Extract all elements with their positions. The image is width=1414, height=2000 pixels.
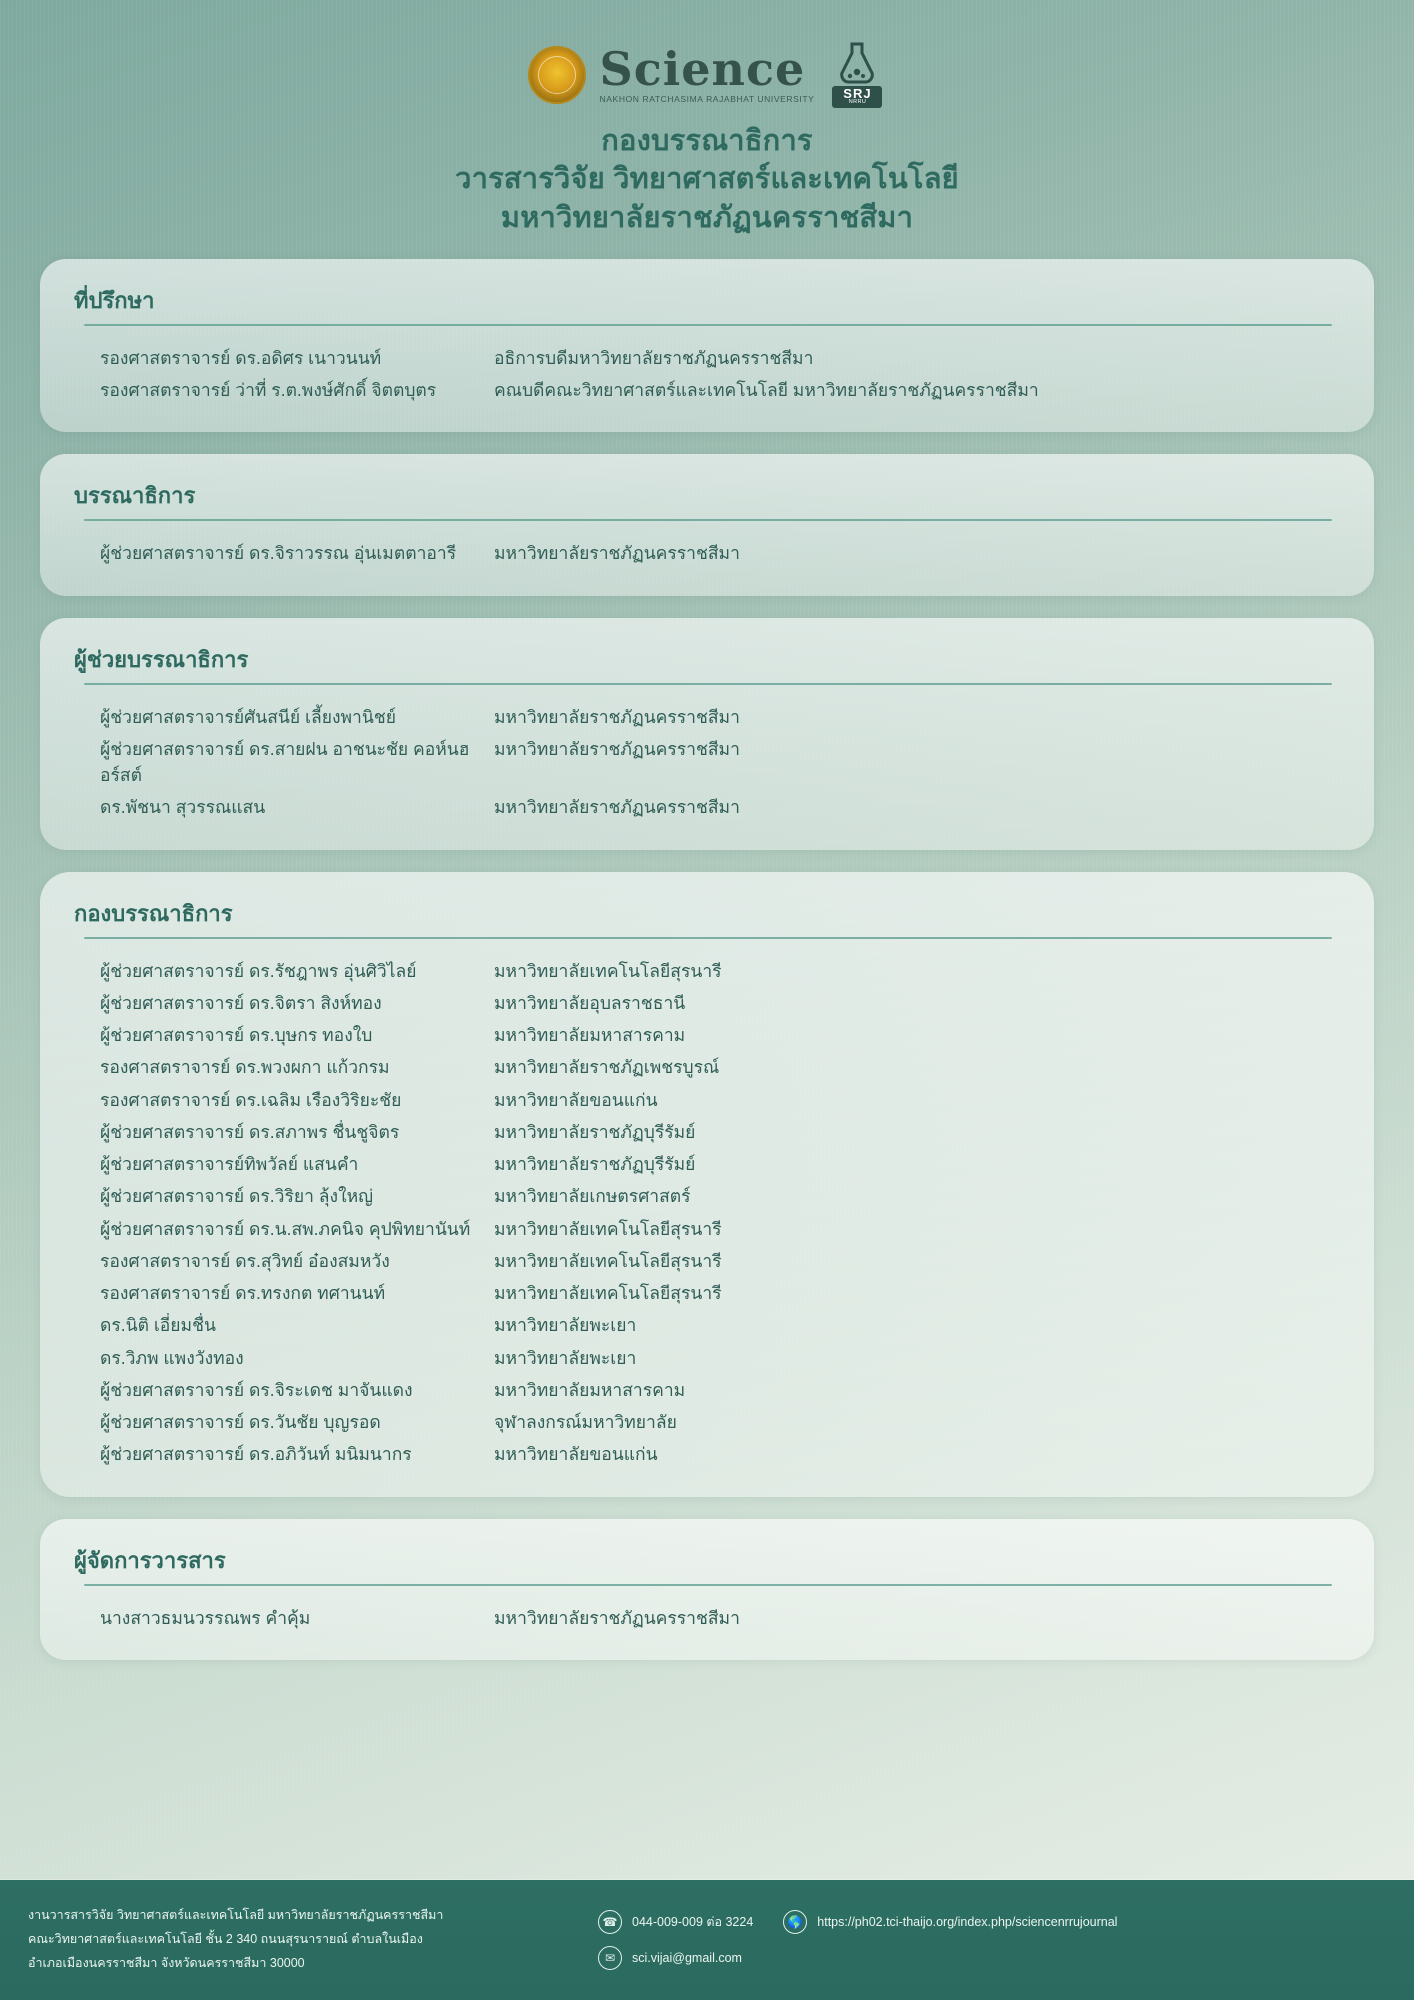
person-name: ดร.พัชนา สุวรรณแสน [100, 797, 266, 818]
university-seal-icon [528, 46, 586, 104]
footer-website[interactable] [783, 1910, 1117, 1934]
table-row [70, 1374, 1344, 1406]
person-name: ผู้ช่วยศาสตราจารย์ ดร.อภิวันท์ มนิมนากร [100, 1444, 412, 1465]
sections-container [0, 259, 1414, 1660]
section-title: ผู้ช่วยบรรณาธิการ [74, 646, 249, 672]
footer-address [28, 1904, 588, 1975]
person-name: รองศาสตราจารย์ ดร.ทรงกต ทศานนท์ [100, 1283, 386, 1304]
website-text[interactable]: https://ph02.tci-thaijo.org/index.php/sciencenrrujournal [817, 1915, 1118, 1929]
person-affiliation: มหาวิทยาลัยราชภัฏนครราชสีมา [494, 797, 740, 818]
section-card-editorial-board [40, 872, 1374, 1497]
page-footer [0, 1879, 1414, 2000]
person-name: นางสาวธมนวรรณพร คำคุ้ม [100, 1607, 311, 1628]
phone-icon: ☎ [598, 1910, 622, 1934]
table-row [70, 791, 1344, 823]
footer-contact-row-2 [598, 1946, 1117, 1970]
person-affiliation: มหาวิทยาลัยพะเยา [494, 1315, 637, 1336]
section-divider [84, 324, 1332, 326]
person-name: ผู้ช่วยศาสตราจารย์ ดร.สายฝน อาชนะชัย คอห์นฮอร์สต์ [100, 738, 470, 786]
table-row [70, 374, 1344, 406]
section-card-journal-manager [40, 1519, 1374, 1660]
section-divider [84, 1584, 1332, 1586]
section-card-advisors [40, 259, 1374, 433]
person-name: รองศาสตราจารย์ ดร.พวงผกา แก้วกรม [100, 1057, 390, 1078]
person-affiliation: มหาวิทยาลัยพะเยา [494, 1347, 637, 1368]
footer-contacts [588, 1910, 1117, 1970]
person-affiliation: มหาวิทยาลัยราชภัฏบุรีรัมย์ [494, 1121, 696, 1142]
person-name: ผู้ช่วยศาสตราจารย์ ดร.จิระเดช มาจันแดง [100, 1379, 413, 1400]
person-name: รองศาสตราจารย์ ดร.สุวิทย์ อ๋องสมหวัง [100, 1250, 390, 1271]
table-row [70, 1309, 1344, 1341]
title-line-3: มหาวิทยาลัยราชภัฏนครราชสีมา [500, 201, 914, 234]
table-row [70, 1148, 1344, 1180]
table-row [70, 1180, 1344, 1212]
table-row [70, 1051, 1344, 1083]
person-affiliation: มหาวิทยาลัยเทคโนโลยีสุรนารี [494, 960, 722, 981]
people-table [70, 342, 1344, 407]
science-wordmark [599, 42, 815, 105]
section-title: ผู้จัดการวารสาร [74, 1547, 226, 1573]
table-row [70, 1406, 1344, 1438]
section-title: ที่ปรึกษา [74, 287, 155, 313]
title-line-2: วารสารวิจัย วิทยาศาสตร์และเทคโนโลยี [455, 163, 959, 196]
footer-email[interactable] [598, 1946, 742, 1970]
person-name: ดร.วิภพ แพงวังทอง [100, 1347, 244, 1368]
flask-icon [836, 42, 878, 86]
person-name: ผู้ช่วยศาสตราจารย์ ดร.บุษกร ทองใบ [100, 1025, 373, 1046]
envelope-icon: ✉ [598, 1946, 622, 1970]
person-name: ผู้ช่วยศาสตราจารย์ ดร.จิตรา สิงห์ทอง [100, 992, 382, 1013]
person-affiliation: มหาวิทยาลัยราชภัฏนครราชสีมา [494, 706, 740, 727]
person-affiliation: มหาวิทยาลัยเทคโนโลยีสุรนารี [494, 1283, 722, 1304]
table-row [70, 1116, 1344, 1148]
section-card-assistant-editors [40, 618, 1374, 850]
person-affiliation: อธิการบดีมหาวิทยาลัยราชภัฏนครราชสีมา [494, 347, 814, 368]
people-table [70, 537, 1344, 569]
person-name: ผู้ช่วยศาสตราจารย์ศันสนีย์ เลี้ยงพานิชย์ [100, 706, 396, 727]
section-title: บรรณาธิการ [74, 483, 196, 509]
person-name: ผู้ช่วยศาสตราจารย์ ดร.จิราวรรณ อุ่นเมตตาอารี [100, 543, 457, 564]
table-row [70, 701, 1344, 733]
person-affiliation: มหาวิทยาลัยเทคโนโลยีสุรนารี [494, 1218, 722, 1239]
section-divider [84, 937, 1332, 939]
footer-band [0, 1880, 1414, 2000]
logo-row [0, 36, 1414, 114]
page-header [0, 0, 1414, 237]
footer-phone [598, 1910, 753, 1934]
person-name: รองศาสตราจารย์ ว่าที่ ร.ต.พงษ์ศักดิ์ จิตตบุตร [100, 380, 437, 401]
person-name: ผู้ช่วยศาสตราจารย์ ดร.รัชฎาพร อุ่นศิวิไลย์ [100, 960, 417, 981]
title-line-1: กองบรรณาธิการ [601, 125, 813, 157]
srj-sublabel: NRRU [848, 99, 867, 106]
srj-logo [828, 42, 886, 108]
person-affiliation: มหาวิทยาลัยราชภัฏนครราชสีมา [494, 1607, 740, 1628]
person-affiliation: จุฬาลงกรณ์มหาวิทยาลัย [494, 1412, 677, 1433]
people-table [70, 1602, 1344, 1634]
table-row [70, 987, 1344, 1019]
table-row [70, 1084, 1344, 1116]
person-affiliation: มหาวิทยาลัยมหาสารคาม [494, 1379, 686, 1400]
person-affiliation: มหาวิทยาลัยอุบลราชธานี [494, 992, 686, 1013]
people-table [70, 701, 1344, 824]
person-name: รองศาสตราจารย์ ดร.อดิศร เนาวนนท์ [100, 347, 382, 368]
person-name: ดร.นิติ เอี่ยมชื่น [100, 1315, 216, 1336]
srj-label: SRJ [843, 85, 872, 101]
address-line-1: งานวารสารวิจัย วิทยาศาสตร์และเทคโนโลยี มหาวิทยาลัยราชภัฏนครราชสีมา [28, 1908, 444, 1923]
table-row [70, 1245, 1344, 1277]
science-wordmark-text: Science [599, 42, 806, 97]
person-affiliation: มหาวิทยาลัยเทคโนโลยีสุรนารี [494, 1250, 722, 1271]
section-divider [84, 519, 1332, 521]
person-affiliation: มหาวิทยาลัยมหาสารคาม [494, 1025, 686, 1046]
person-affiliation: คณบดีคณะวิทยาศาสตร์และเทคโนโลยี มหาวิทยาลัยราชภัฏนครราชสีมา [494, 380, 1039, 401]
table-row [70, 955, 1344, 987]
phone-text: 044-009-009 ต่อ 3224 [632, 1915, 754, 1929]
person-name: ผู้ช่วยศาสตราจารย์ทิพวัลย์ แสนคำ [100, 1154, 359, 1175]
table-row [70, 342, 1344, 374]
people-table [70, 955, 1344, 1471]
footer-contact-row-1 [598, 1910, 1117, 1934]
address-line-3: อำเภอเมืองนครราชสีมา จังหวัดนครราชสีมา 30000 [28, 1955, 305, 1970]
section-card-editor [40, 454, 1374, 595]
science-wordmark-subtext: NAKHON RATCHASIMA RAJABHAT UNIVERSITY [599, 94, 815, 105]
person-name: ผู้ช่วยศาสตราจารย์ ดร.วิริยา ลุ้งใหญ่ [100, 1186, 374, 1207]
section-title: กองบรรณาธิการ [74, 900, 233, 926]
table-row [70, 537, 1344, 569]
table-row [70, 1438, 1344, 1470]
person-affiliation: มหาวิทยาลัยเกษตรศาสตร์ [494, 1186, 691, 1207]
table-row [70, 1602, 1344, 1634]
table-row [70, 733, 1344, 792]
person-name: ผู้ช่วยศาสตราจารย์ ดร.วันชัย บุญรอด [100, 1412, 381, 1433]
person-affiliation: มหาวิทยาลัยราชภัฏบุรีรัมย์ [494, 1154, 696, 1175]
person-affiliation: มหาวิทยาลัยราชภัฏนครราชสีมา [494, 543, 740, 564]
email-text[interactable]: sci.vijai@gmail.com [632, 1951, 742, 1965]
page-title [0, 122, 1414, 237]
table-row [70, 1277, 1344, 1309]
globe-icon: 🌎 [783, 1910, 807, 1934]
person-name: ผู้ช่วยศาสตราจารย์ ดร.สภาพร ชื่นชูจิตร [100, 1121, 400, 1142]
person-name: รองศาสตราจารย์ ดร.เฉลิม เรืองวิริยะชัย [100, 1089, 402, 1110]
address-line-2: คณะวิทยาศาสตร์และเทคโนโลยี ชั้น 2 340 ถนนสุรนารายณ์ ตำบลในเมือง [28, 1932, 423, 1947]
srj-tag [832, 86, 882, 108]
table-row [70, 1019, 1344, 1051]
table-row [70, 1213, 1344, 1245]
person-affiliation: มหาวิทยาลัยราชภัฏเพชรบูรณ์ [494, 1057, 720, 1078]
person-affiliation: มหาวิทยาลัยราชภัฏนครราชสีมา [494, 738, 740, 759]
section-divider [84, 683, 1332, 685]
person-name: ผู้ช่วยศาสตราจารย์ ดร.น.สพ.ภคนิจ คุปพิทยานันท์ [100, 1218, 471, 1239]
person-affiliation: มหาวิทยาลัยขอนแก่น [494, 1444, 658, 1465]
person-affiliation: มหาวิทยาลัยขอนแก่น [494, 1089, 658, 1110]
table-row [70, 1342, 1344, 1374]
